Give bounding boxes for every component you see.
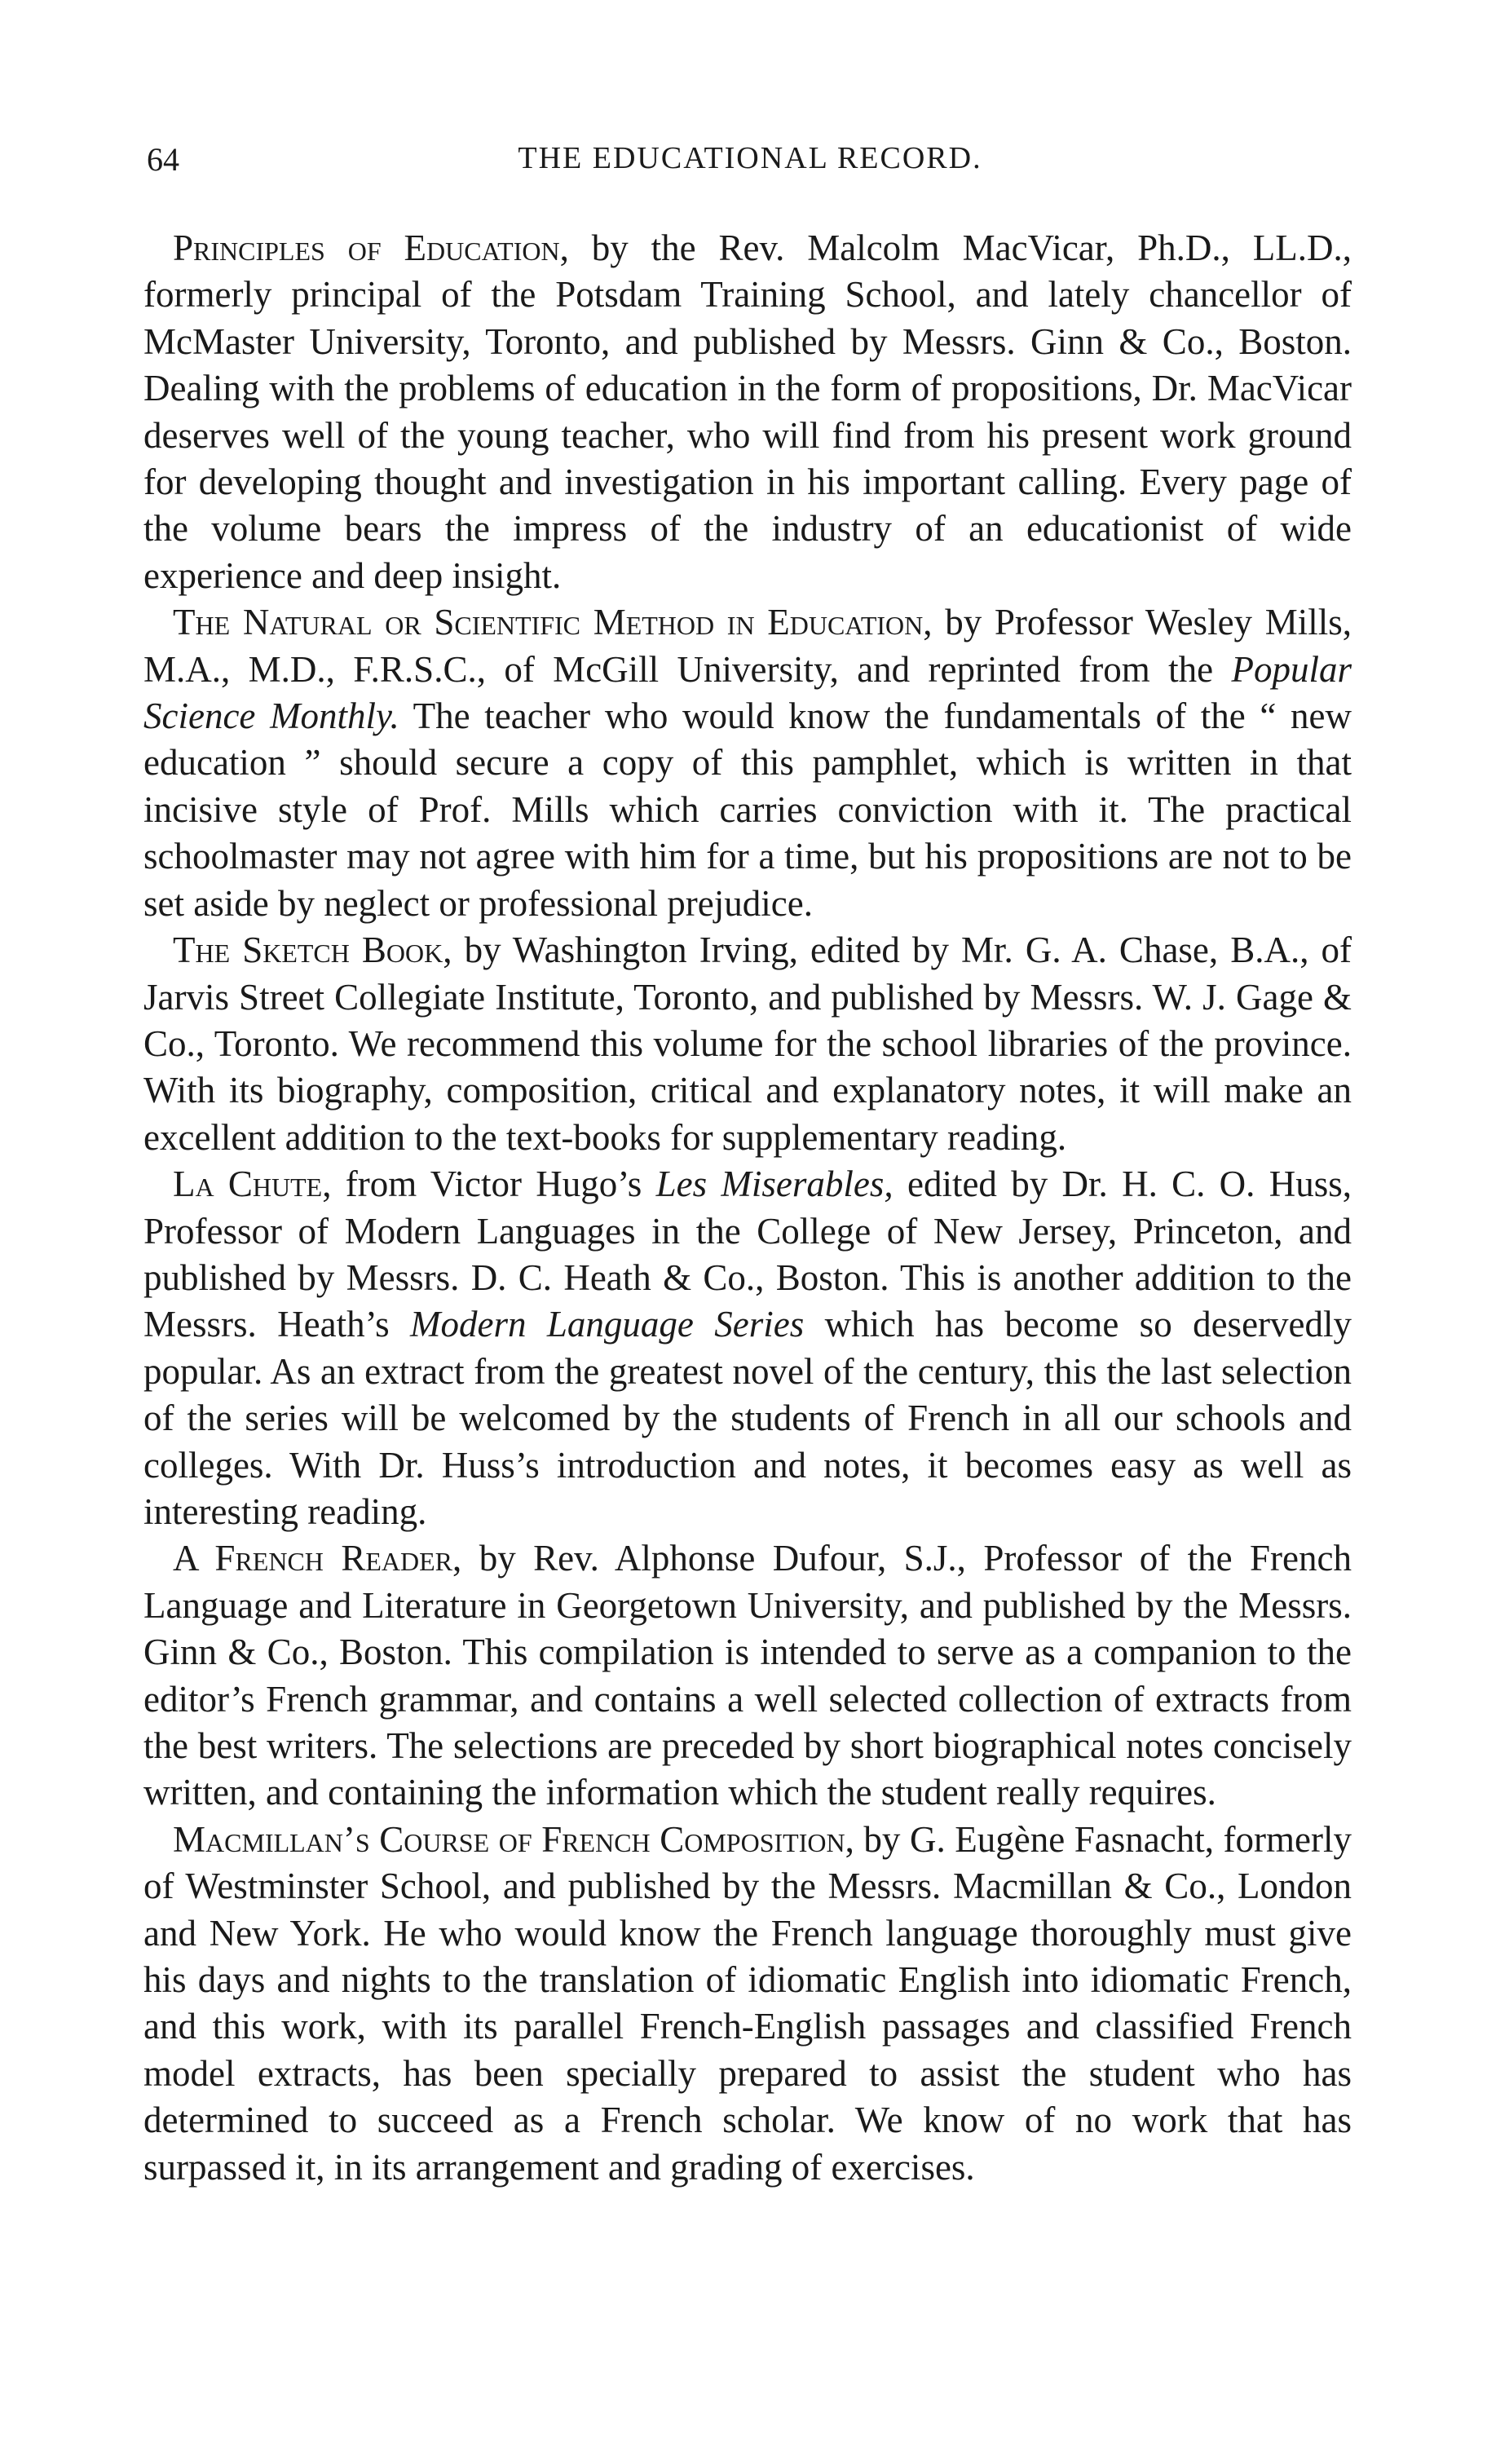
review-title: The Natural or Scientific Method in Education,: [173, 602, 933, 643]
review-entry-french-composition: [143, 1817, 1352, 2191]
review-title: The Sketch Book,: [173, 930, 452, 971]
publication-title: Popular Science Monthly.: [143, 648, 1352, 737]
page-header: [147, 140, 1353, 189]
review-title: Macmillan’s Course of French Composition,: [173, 1818, 854, 1860]
reviews-body: [143, 225, 1352, 2191]
review-entry-principles-of-education: [143, 225, 1352, 599]
review-entry-french-reader: [143, 1535, 1352, 1816]
running-title: THE EDUCATIONAL RECORD.: [518, 141, 982, 175]
review-text: from Victor Hugo’s: [331, 1164, 656, 1205]
review-text: by the Rev. Malcolm MacVicar, Ph.D., LL.D., formerly principal of the Potsdam Training School, and lately chancellor of McMaster University, Toronto, and published by Messrs. Ginn & Co., Boston. Dealing with the problems of education in the form of propositions, Dr. MacVicar deserves well of the young teacher, who will find from his present work ground for developing thought and investigation in his important calling. Every page of the volume bears the impress of the industry of an educationist of wide experience and deep insight.: [143, 227, 1352, 596]
review-text: The teacher who would know the fundamentals of the “ new education ” should secure a copy of this pamphlet, which is written in that incisive style of Prof. Mills which carries conviction with it. The practical schoolmaster may not agree with him for a time, but his propositions are not to be set aside by neglect or professional prejudice.: [143, 695, 1352, 924]
review-entry-natural-method: [143, 599, 1352, 927]
review-entry-sketch-book: [143, 927, 1352, 1161]
page-number: 64: [147, 141, 179, 178]
review-text: by Professor Wesley Mills, M.A., M.D., F.R.S.C., of McGill University, and reprinted from the: [143, 602, 1352, 690]
review-title: Principles of Education,: [173, 227, 569, 268]
review-title: A French Reader,: [173, 1538, 462, 1579]
publication-title: Les Miserables,: [655, 1164, 893, 1205]
review-text: by Washington Irving, edited by Mr. G. A. Chase, B.A., of Jarvis Street Collegiate Institute, Toronto, and published by Messrs. W. J. Gage & Co., Toronto. We recommend this volume for the school libraries of the province. With its biography, composition, critical and explanatory notes, it will make an excellent addition to the text-books for supplementary reading.: [143, 930, 1352, 1158]
review-text: which has become so deservedly popular. As an extract from the greatest novel of the century, this the last selection of the series will be welcomed by the students of French in all our schools and colleges. With Dr. Huss’s introduction and notes, it becomes easy as well as interesting reading.: [143, 1304, 1352, 1532]
review-text: edited by Dr. H. C. O. Huss, Professor of Modern Languages in the College of New Jersey, Princeton, and published by Messrs. D. C. Heath & Co., Boston. This is another addition to the Messrs. Heath’s: [143, 1164, 1352, 1345]
review-title: La Chute,: [173, 1164, 332, 1205]
series-title: Modern Language Series: [410, 1304, 805, 1345]
review-text: by Rev. Alphonse Dufour, S.J., Professor of the French Language and Literature in Georgetown University, and published by the Messrs. Ginn & Co., Boston. This compilation is intended to serve as a companion to the editor’s French grammar, and contains a well selected collection of extracts from the best writers. The selections are preceded by short biographical notes concisely written, and containing the information which the student really requires.: [143, 1538, 1352, 1813]
review-text: by G. Eugène Fasnacht, formerly of Westminster School, and published by the Messrs. Macmillan & Co., London and New York. He who would know the French language thoroughly must give his days and nights to the translation of idiomatic English into idiomatic French, and this work, with its parallel French-English passages and classified French model extracts, has been specially prepared to assist the student who has determined to succeed as a French scholar. We know of no work that has surpassed it, in its arrangement and grading of exercises.: [143, 1818, 1352, 2188]
review-entry-la-chute: [143, 1161, 1352, 1535]
